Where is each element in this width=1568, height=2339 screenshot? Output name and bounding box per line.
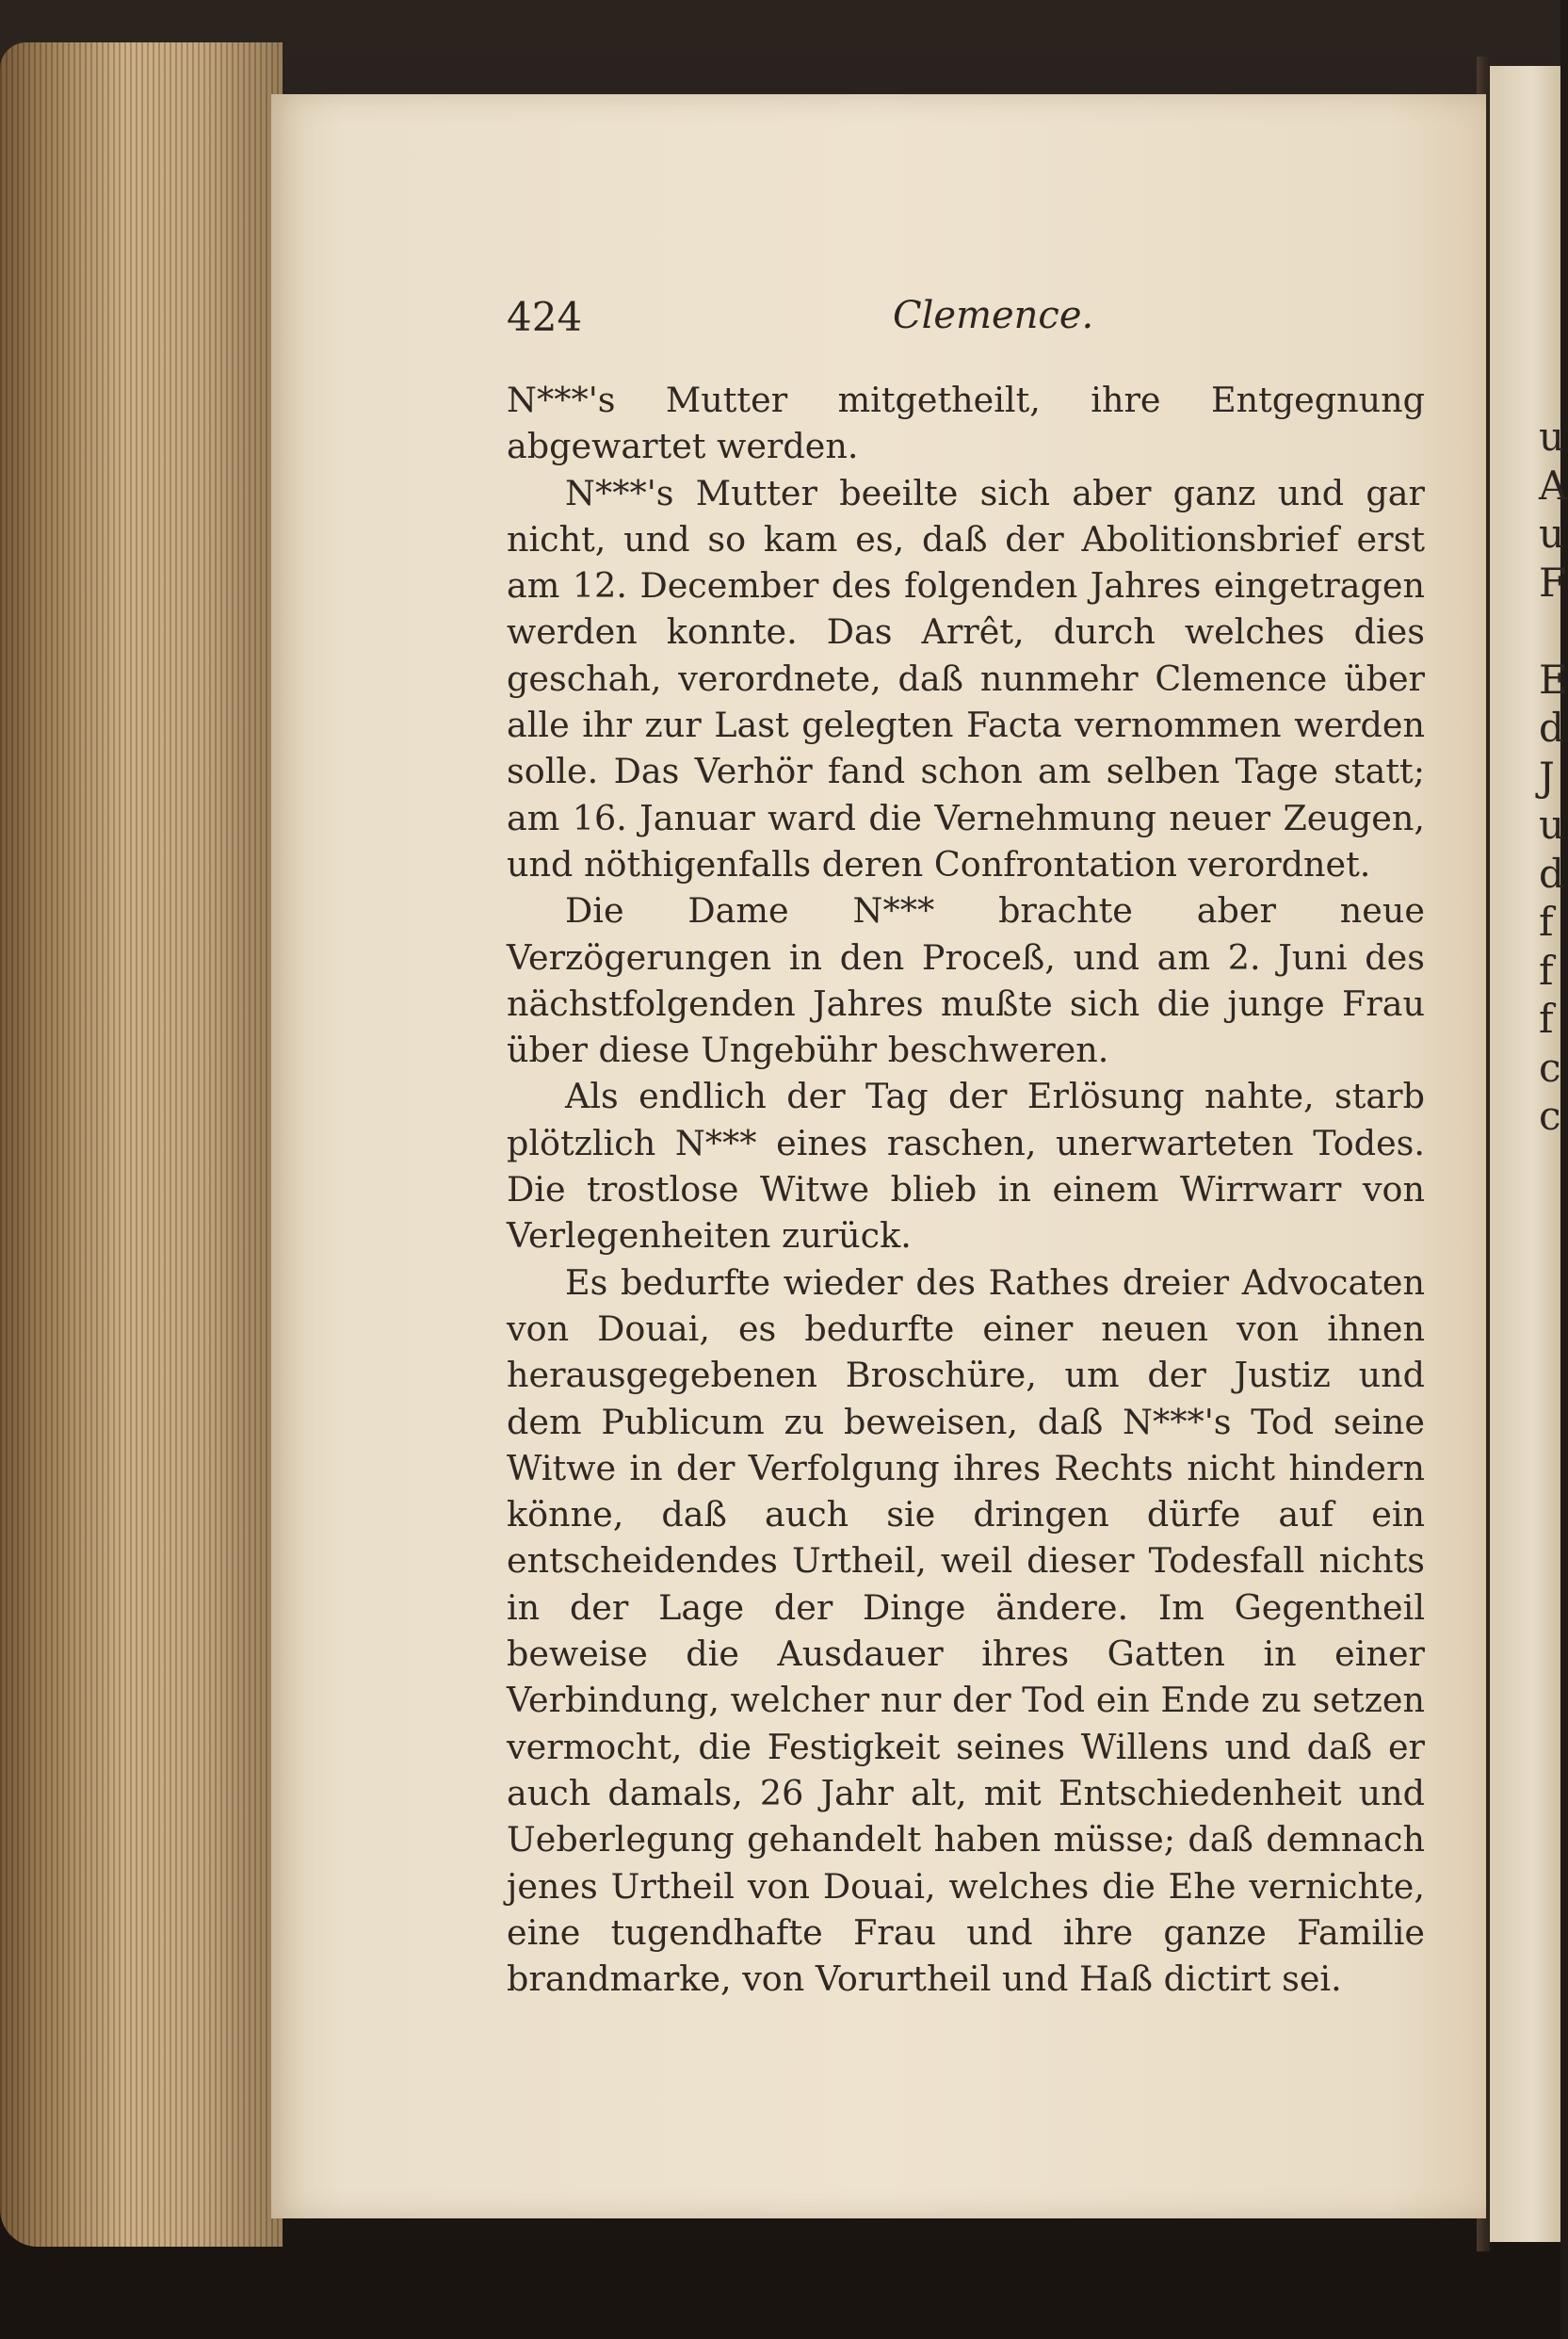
facing-page-edge <box>1490 66 1568 2242</box>
page-number: 424 <box>507 294 583 340</box>
page-header <box>507 294 1467 341</box>
paragraph: Als endlich der Tag der Erlösung nahte, starb plötzlich N*** eines raschen, unerwarteten Todes. Die trostlose Witwe blieb in einem Wirrwarr von Verlegenheiten zurück. <box>507 1076 1425 1257</box>
book-fore-edge <box>0 42 283 2247</box>
page-body <box>507 377 1425 2002</box>
paragraph: Die Dame N*** brachte aber neue Verzögerungen in den Proceß, und am 2. Juni des nächstfolgenden Jahres mußte sich die junge Frau über diese Ungebühr beschweren. <box>507 890 1425 1071</box>
paragraph: N***'s Mutter beeilte sich aber ganz und gar nicht, und so kam es, daß der Abolitionsbrief erst am 12. December des folgenden Jahres eingetragen werden konnte. Das Arrêt, durch welches dies geschah, verordnete, daß nunmehr Clemence über alle ihr zur Last gelegten Facta vernommen werden solle. Das Verhör fand schon am selben Tage statt; am 16. Januar ward die Vernehmung neuer Zeugen, und nöthigenfalls deren Confrontation verordnet. <box>507 472 1425 885</box>
paragraph: N***'s Mutter mitgetheilt, ihre Entgegnung abgewartet werden. <box>507 380 1425 467</box>
facing-page-text: u A u F E d J u d f f f c c <box>1539 414 1568 1139</box>
paragraph: Es bedurfte wieder des Rathes dreier Advocaten von Douai, es bedurfte einer neuen von ihnen herausgegebenen Broschüre, um der Justiz und dem Publicum zu beweisen, daß N***'s Tod seine Witwe in der Verfolgung ihres Rechts nicht hindern könne, daß auch sie dringen dürfe auf ein entscheidendes Urtheil, weil dieser Todesfall nichts in der Lage der Dinge ändere. Im Gegentheil beweise die Ausdauer ihres Gatten in einer Verbindung, welcher nur der Tod ein Ende zu setzen vermocht, die Festigkeit seines Willens und daß er auch damals, 26 Jahr alt, mit Entschiedenheit und Ueberlegung gehandelt haben müsse; daß demnach jenes Urtheil von Douai, welches die Ehe vernichte, eine tugendhafte Frau und ihre ganze Familie brandmarke, von Vorurtheil und Haß dictirt sei. <box>507 1261 1425 2000</box>
running-title: Clemence. <box>893 294 1094 337</box>
